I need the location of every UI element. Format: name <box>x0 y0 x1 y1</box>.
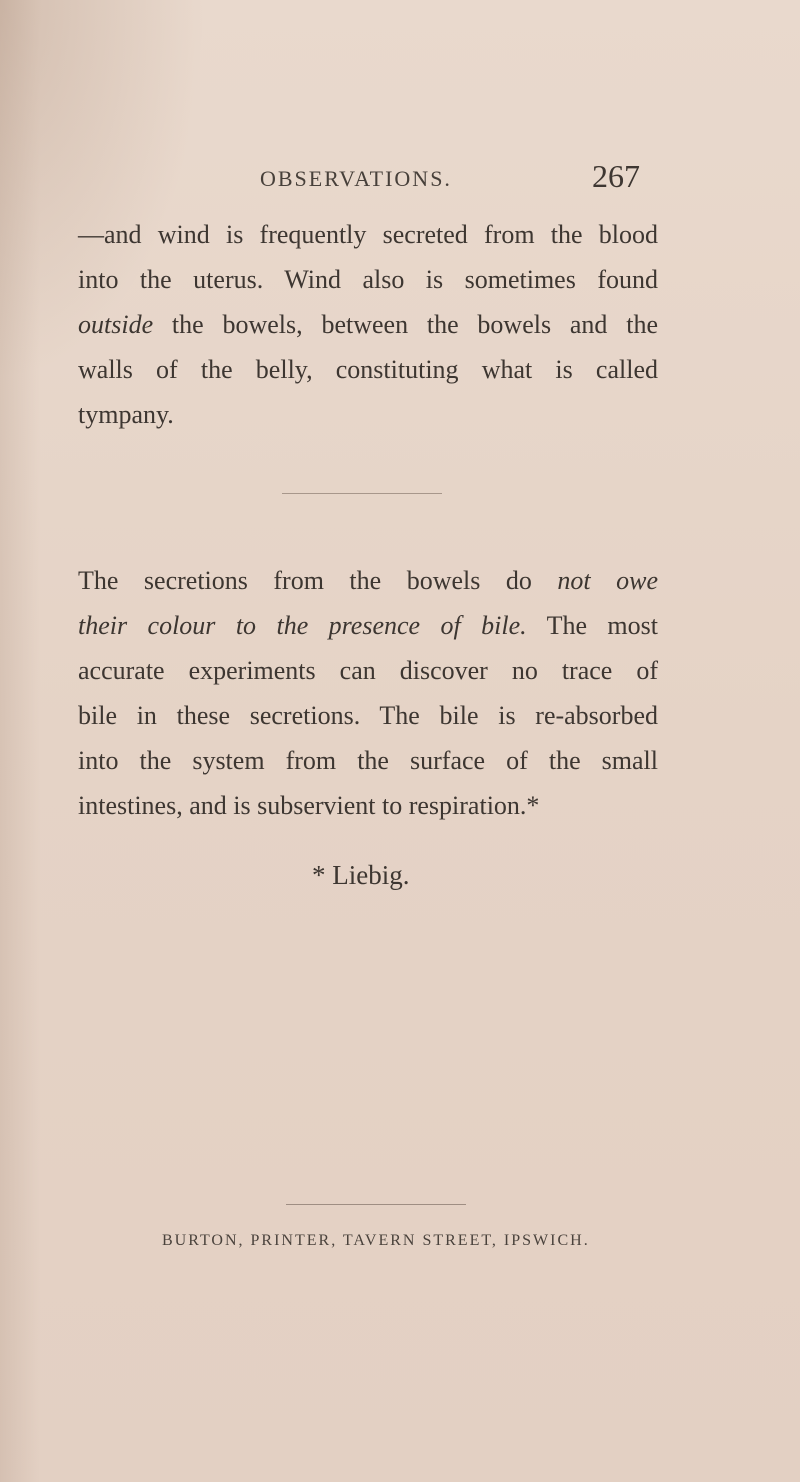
text-line: —and wind is frequently secreted from the blood <box>78 220 658 249</box>
text-line: tympany. <box>78 400 174 429</box>
text-line: into the uterus. Wind also is sometimes found <box>78 265 658 294</box>
text-line: bile in these secretions. The bile is re-absorbed <box>78 701 658 730</box>
text-fragment: The most <box>546 611 658 640</box>
italic-word: outside <box>78 310 154 339</box>
text-line <box>78 558 658 603</box>
text-fragment: the bowels, between the bowels and the <box>171 310 658 339</box>
running-head <box>252 158 682 198</box>
text-line <box>78 302 658 347</box>
paragraph-secretions <box>78 558 658 828</box>
text-line <box>78 603 658 648</box>
italic-phrase: not owe <box>557 566 659 595</box>
text-line: accurate experiments can discover no trace of <box>78 656 658 685</box>
paragraph-wind <box>78 212 658 437</box>
text-line: into the system from the surface of the small <box>78 746 658 775</box>
printer-imprint: BURTON, PRINTER, TAVERN STREET, IPSWICH. <box>162 1232 590 1249</box>
footnote: * Liebig. <box>312 860 410 890</box>
page-number: 267 <box>592 158 640 194</box>
text-line: walls of the belly, constituting what is called <box>78 355 658 384</box>
running-title: OBSERVATIONS. <box>260 166 452 191</box>
section-divider <box>282 493 442 494</box>
text-fragment: The secretions from the bowels do <box>78 566 532 595</box>
imprint-divider <box>286 1204 466 1205</box>
italic-phrase: their colour to the presence of bile. <box>78 611 527 640</box>
text-line: intestines, and is subservient to respiration.* <box>78 791 540 820</box>
